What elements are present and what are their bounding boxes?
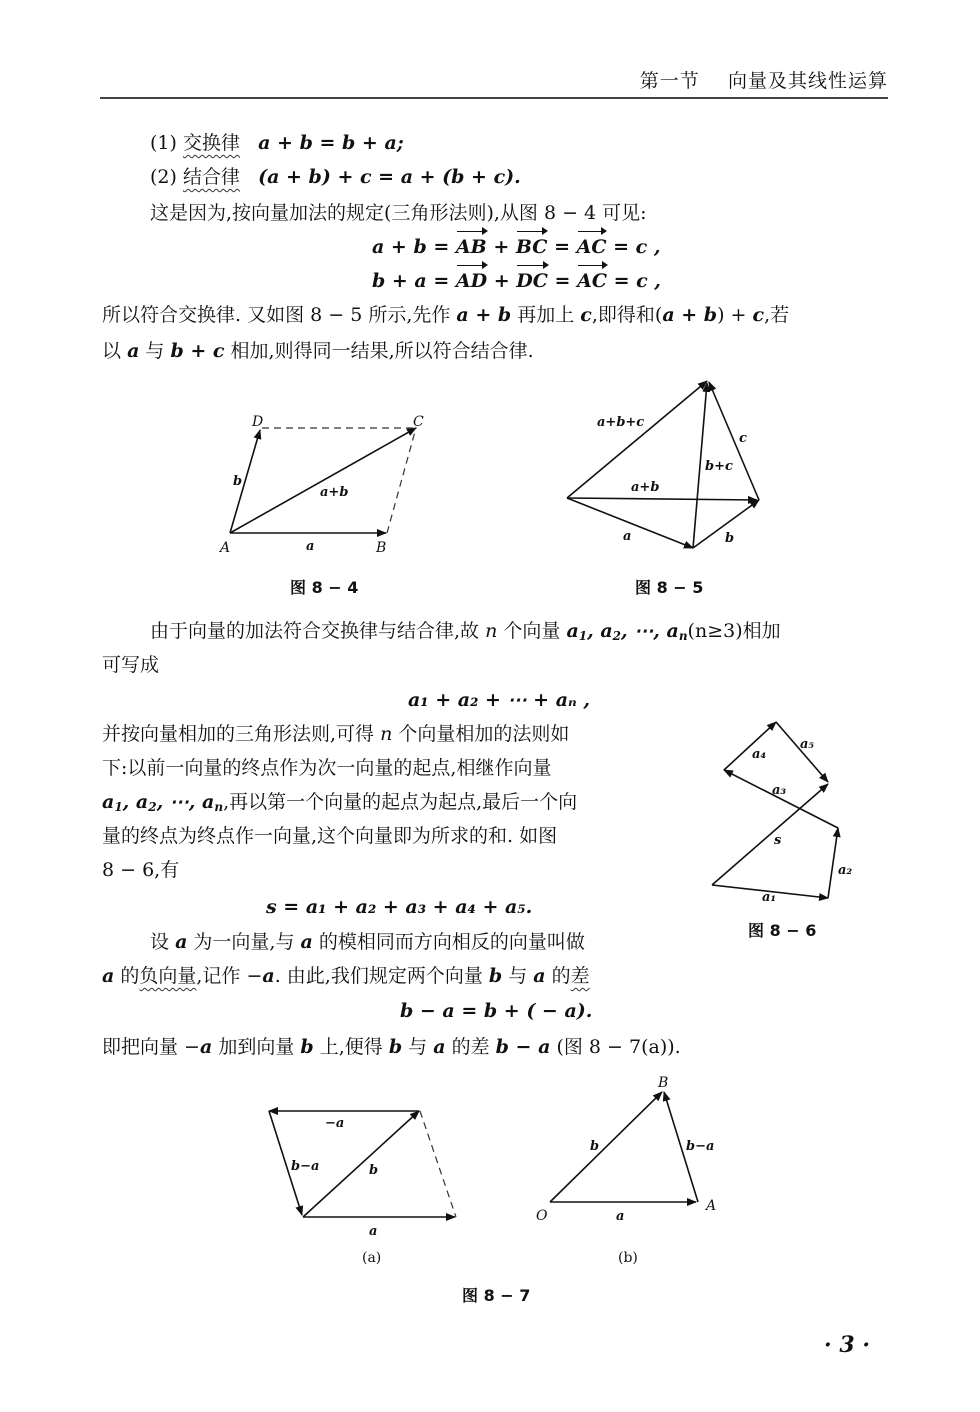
law-2-number: (2) bbox=[150, 166, 177, 188]
fig87a-vector-b bbox=[303, 1111, 419, 1217]
fig85-vector-ab bbox=[567, 498, 757, 500]
header-rule bbox=[100, 97, 888, 99]
p4l3-h: a bbox=[433, 1036, 446, 1058]
fig86-caption: 图 8 − 6 bbox=[748, 921, 817, 940]
para4-line1 bbox=[150, 925, 585, 959]
eq1-lhs: a + b = bbox=[372, 236, 450, 258]
p2l1-c: (n≥3)相加 bbox=[687, 620, 781, 642]
page-number: · 3 · bbox=[824, 1332, 870, 1358]
fig87b-label-b-minus-a: b−a bbox=[686, 1139, 715, 1154]
eq1-rhs: = c , bbox=[613, 236, 661, 258]
fig85-label-b: b bbox=[725, 531, 735, 546]
fig87b-vector-b bbox=[550, 1092, 662, 1202]
fig86-label-s: s bbox=[774, 833, 782, 848]
fig84-label-a: a bbox=[306, 539, 315, 554]
fig86-vector-a3 bbox=[724, 770, 838, 828]
p4l2-g: b bbox=[488, 965, 503, 987]
p2l1-n: n bbox=[485, 620, 498, 642]
header-section: 第一节 bbox=[639, 70, 700, 92]
fig87b-label-B: B bbox=[658, 1075, 669, 1091]
fig87a-dashed-side bbox=[420, 1111, 456, 1217]
para2-line2: 可写成 bbox=[102, 654, 160, 676]
p4l2-a: a bbox=[102, 965, 115, 987]
law-2-formula: (a + b) + c = a + (b + c). bbox=[258, 166, 521, 188]
eq2-equals: = bbox=[554, 270, 571, 292]
para4-line2 bbox=[102, 959, 590, 993]
fig87-sub-a: (a) bbox=[362, 1250, 382, 1266]
eq2-plus: + bbox=[493, 270, 510, 292]
p1l2-e: ,即得和( bbox=[591, 304, 663, 326]
p1l3-a: 以 bbox=[102, 340, 122, 362]
eq1-plus: + bbox=[493, 236, 510, 258]
p4l1-b: a bbox=[175, 931, 188, 953]
fig87b-label-A: A bbox=[706, 1198, 717, 1214]
p4l3-j: b − a bbox=[495, 1036, 551, 1058]
p4l3-a: 即把向量 − bbox=[102, 1036, 200, 1058]
p4l3-g: 与 bbox=[408, 1036, 428, 1058]
p4l1-d: a bbox=[300, 931, 313, 953]
p1l2-f: a + b bbox=[662, 304, 718, 326]
p3l1-a: 并按向量相加的三角形法则,可得 bbox=[102, 723, 375, 745]
p4l3-e: 上,便得 bbox=[319, 1036, 383, 1058]
fig86-label-a5: a₅ bbox=[800, 737, 815, 752]
fig87a-label-neg-a: −a bbox=[325, 1116, 345, 1131]
p4l3-f: b bbox=[388, 1036, 403, 1058]
p1l2-d: c bbox=[580, 304, 592, 326]
figure-8-5 bbox=[555, 370, 775, 560]
fig87-sub-b: (b) bbox=[618, 1250, 638, 1266]
fig86-label-a3: a₃ bbox=[772, 783, 787, 798]
p4l1-c: 为一向量,与 bbox=[193, 931, 295, 953]
fig84-caption: 图 8 − 4 bbox=[290, 578, 359, 597]
p1l3-d: b + c bbox=[170, 340, 225, 362]
p3l1-n: n bbox=[380, 723, 393, 745]
fig84-label-C: C bbox=[413, 414, 424, 430]
para3-line4: 量的终点为终点作一向量,这个向量即为所求的和. 如图 bbox=[102, 825, 558, 847]
eq2-vec-dc: DC bbox=[516, 264, 548, 298]
p1l2-b: a + b bbox=[456, 304, 512, 326]
para2-line1 bbox=[150, 614, 781, 653]
p1l2-c: 再加上 bbox=[517, 304, 575, 326]
p2l1-b: 个向量 bbox=[503, 620, 561, 642]
para4-line3 bbox=[102, 1030, 681, 1064]
p4l3-c: 加到向量 bbox=[218, 1036, 295, 1058]
p4l1-e: 的模相同而方向相反的向量叫做 bbox=[318, 931, 585, 953]
fig87a-label-b: b bbox=[369, 1163, 379, 1178]
para3-line5: 8 − 6,有 bbox=[102, 859, 180, 881]
eq2-vec-ac: AC bbox=[577, 264, 607, 298]
fig85-label-a: a bbox=[623, 529, 632, 544]
para3-equation: s = a₁ + a₂ + a₃ + a₄ + a₅. bbox=[266, 896, 533, 918]
fig85-caption: 图 8 − 5 bbox=[635, 578, 704, 597]
para1-line2 bbox=[102, 298, 789, 332]
equation-2 bbox=[372, 264, 661, 298]
fig86-vector-a4 bbox=[724, 722, 776, 770]
p4l2-i: a bbox=[533, 965, 546, 987]
law-1-formula: a + b = b + a; bbox=[258, 132, 404, 154]
law-2-name: 结合律 bbox=[182, 166, 240, 188]
p4l2-h: 与 bbox=[508, 965, 528, 987]
eq2-vec-ad: AD bbox=[456, 264, 487, 298]
p4l2-b: 的 bbox=[120, 965, 140, 987]
para4-equation: b − a = b + ( − a). bbox=[400, 1000, 593, 1022]
fig86-vector-s bbox=[712, 784, 828, 885]
running-header bbox=[640, 66, 888, 93]
fig86-vector-a2 bbox=[828, 828, 838, 898]
law-1-name: 交换律 bbox=[182, 132, 240, 154]
fig84-label-A: A bbox=[220, 540, 231, 556]
figure-8-4 bbox=[210, 400, 450, 560]
eq1-equals: = bbox=[554, 236, 570, 258]
para2-equation: a₁ + a₂ + ⋯ + aₙ , bbox=[408, 689, 590, 711]
p4l2-j: 的 bbox=[551, 965, 571, 987]
fig87a-label-b-minus-a: b−a bbox=[291, 1159, 320, 1174]
fig84-label-ab: a+b bbox=[320, 485, 349, 500]
eq1-vec-ab: AB bbox=[456, 230, 487, 264]
header-title: 向量及其线性运算 bbox=[727, 70, 888, 92]
fig86-label-a2: a₂ bbox=[838, 863, 853, 878]
fig86-vector-a5 bbox=[776, 722, 828, 782]
law-commutative bbox=[150, 126, 404, 160]
p4l3-d: b bbox=[300, 1036, 314, 1058]
fig85-label-bc: b+c bbox=[705, 459, 733, 474]
p4l1-a: 设 bbox=[150, 931, 170, 953]
figure-8-7a bbox=[255, 1095, 475, 1240]
eq2-lhs: b + a = bbox=[372, 270, 450, 292]
p3l3-text: ,再以第一个向量的起点为起点,最后一个向 bbox=[223, 791, 578, 813]
fig87-caption: 图 8 − 7 bbox=[462, 1286, 531, 1305]
fig84-label-b: b bbox=[233, 474, 243, 489]
para1-line1: 这是因为,按向量加法的规定(三角形法则),从图 8 − 4 可见: bbox=[150, 202, 647, 224]
p3l1-b: 个向量相加的法则如 bbox=[398, 723, 570, 745]
fig84-label-D: D bbox=[252, 414, 264, 430]
equation-1 bbox=[372, 230, 660, 264]
fig87b-label-O: O bbox=[536, 1208, 548, 1224]
para3-line1 bbox=[102, 717, 569, 751]
fig87b-label-b: b bbox=[590, 1139, 600, 1154]
p4l3-i: 的差 bbox=[451, 1036, 490, 1058]
fig85-label-abc: a+b+c bbox=[597, 415, 645, 430]
figure-8-6 bbox=[700, 712, 870, 912]
p1l2-h: c bbox=[752, 304, 765, 326]
fig85-vector-c bbox=[709, 382, 759, 500]
p4l2-e: a bbox=[262, 965, 275, 987]
p2l1-a: 由于向量的加法符合交换律与结合律,故 bbox=[150, 620, 480, 642]
fig87a-label-a: a bbox=[369, 1224, 378, 1239]
p4l2-negative-vector-term: 负向量 bbox=[139, 965, 197, 987]
p1l3-b: a bbox=[127, 340, 140, 362]
eq2-rhs: = c , bbox=[613, 270, 661, 292]
fig86-label-a1: a₁ bbox=[762, 890, 777, 905]
p1l2-a: 所以符合交换律. 又如图 8 − 5 所示,先作 bbox=[102, 304, 451, 326]
p4l2-d: ,记作 − bbox=[196, 965, 263, 987]
fig85-label-ab: a+b bbox=[631, 480, 660, 495]
para1-line3 bbox=[102, 334, 534, 368]
fig84-label-B: B bbox=[376, 540, 387, 556]
p2-vector-list: $a_1$, $a_2$, ⋯, $a_n$ bbox=[566, 620, 688, 643]
law-1-number: (1) bbox=[150, 132, 177, 154]
p1l3-c: 与 bbox=[145, 340, 165, 362]
eq1-vec-ac: AC bbox=[577, 230, 607, 264]
p1l2-i: ,若 bbox=[764, 304, 790, 326]
figure-8-7b bbox=[530, 1070, 730, 1230]
law-associative bbox=[150, 160, 521, 194]
para3-line2: 下:以前一向量的终点作为次一向量的起点,相继作向量 bbox=[102, 757, 552, 779]
p1l2-g: ) + bbox=[717, 304, 747, 326]
fig84-dashed-bc bbox=[387, 428, 416, 533]
p3-vector-list: $a_1$, $a_2$, ⋯, $a_n$ bbox=[102, 791, 224, 814]
p4l3-b: a bbox=[199, 1036, 213, 1058]
eq1-vec-bc: BC bbox=[516, 230, 548, 264]
p4l2-difference-term: 差 bbox=[570, 965, 590, 987]
p1l3-e: 相加,则得同一结果,所以符合结合律. bbox=[230, 340, 534, 362]
fig87b-label-a: a bbox=[616, 1209, 625, 1224]
fig84-vector-ab bbox=[230, 428, 416, 533]
p4l2-f: . 由此,我们规定两个向量 bbox=[274, 965, 483, 987]
p4l3-k: (图 8 − 7(a)). bbox=[556, 1036, 681, 1058]
fig86-label-a4: a₄ bbox=[752, 747, 767, 762]
fig85-label-c: c bbox=[739, 431, 747, 446]
